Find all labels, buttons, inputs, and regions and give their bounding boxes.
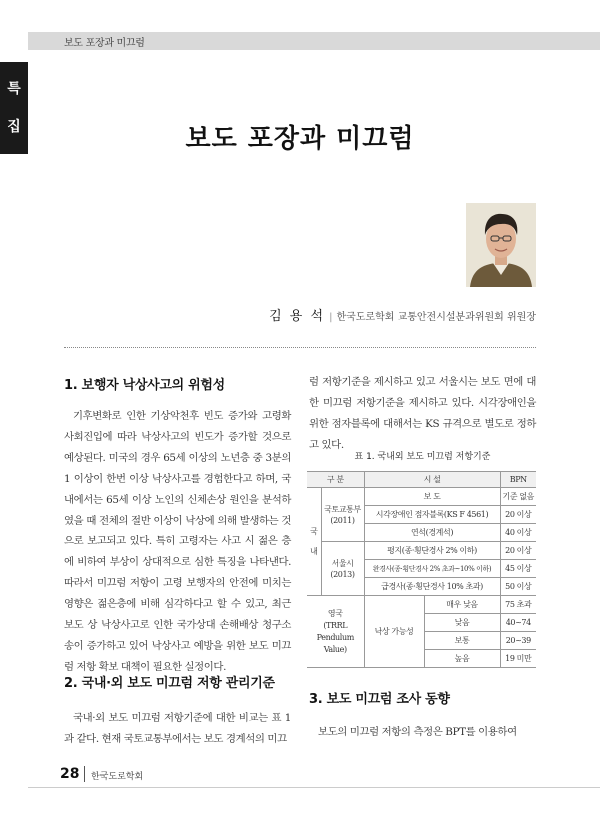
table-cell-facility: 완경사(종·횡단경사 2% 초과~10% 이하) xyxy=(364,560,500,578)
section-3-paragraph: 보도의 미끄럼 저항의 측정은 BPT를 이용하여 xyxy=(318,726,517,738)
footer-rule xyxy=(28,787,600,788)
side-tab-char-1: 특 xyxy=(7,81,21,97)
side-tab-char-2: 집 xyxy=(7,119,21,135)
table-header-row xyxy=(307,472,536,488)
table-caption: 표 1. 국내외 보도 미끄럼 저항기준 xyxy=(354,452,491,462)
table-cell-bpn: 45 이상 xyxy=(500,560,536,578)
author-photo xyxy=(466,203,536,287)
table-cell-facility: 보통 xyxy=(424,632,500,650)
table-cell-bpn: 20 이상 xyxy=(500,506,536,524)
section-2-heading: 2. 국내·외 보도 미끄럼 저항 관리기준 xyxy=(64,676,275,691)
section-2-paragraph: 국내·외 보도 미끄럼 저항기준에 대한 비교는 표 1과 같다. 현재 국토교통부에서는 보도 경계석의 미끄 xyxy=(64,712,291,745)
table-cell-bpn: 19 미만 xyxy=(500,650,536,668)
running-header-title: 보도 포장과 미끄럼 xyxy=(64,38,145,49)
table-cell-bpn: 75 초과 xyxy=(500,596,536,614)
footer-organization: 한국도로학회 xyxy=(91,772,144,782)
byline-separator: | xyxy=(329,312,333,323)
table-cell-bpn: 50 이상 xyxy=(500,578,536,596)
dotted-divider xyxy=(64,347,536,348)
table-cell-bpn: 40 이상 xyxy=(500,524,536,542)
table-row xyxy=(307,488,536,506)
table-header-category: 구 분 xyxy=(307,472,364,488)
section-2-paragraph-continued: 럼 저항기준을 제시하고 있고 서울시는 보도 면에 대한 미끄럼 저항기준을 제시하고 있다. 시각장애인을 위한 점자블록에 대해서는 KS 규격으로 별도로 정하고 있다. xyxy=(309,376,536,451)
table-seoul-label: 서울시 (2013) xyxy=(321,542,364,596)
page-number: 28 xyxy=(60,766,80,782)
table-cell-facility: 시각장애인 점자블록(KS F 4561) xyxy=(364,506,500,524)
table-cell-facility: 급경사(종·횡단경사 10% 초과) xyxy=(364,578,500,596)
table-cell-facility: 평지(종·횡단경사 2% 이하) xyxy=(364,542,500,560)
section-1-heading: 1. 보행자 낙상사고의 위험성 xyxy=(64,378,225,393)
table-row xyxy=(307,596,536,614)
table-cell-facility: 보 도 xyxy=(364,488,500,506)
author-byline xyxy=(269,305,536,324)
footer-separator xyxy=(84,766,85,782)
article-title: 보도 포장과 미끄럼 xyxy=(185,124,415,154)
table-cell-facility: 연석(경계석) xyxy=(364,524,500,542)
running-header-bar xyxy=(28,32,600,50)
author-affiliation: 한국도로학회 교통안전시설분과위원회 위원장 xyxy=(336,312,536,323)
table-cell-facility: 낮음 xyxy=(424,614,500,632)
table-uk-label: 영국 (TRRL Pendulum Value) xyxy=(307,596,364,668)
table-cell-bpn: 20~39 xyxy=(500,632,536,650)
section-3-heading: 3. 보도 미끄럼 조사 동향 xyxy=(309,692,450,707)
section-1-paragraph: 기후변화로 인한 기상악천후 빈도 증가와 고령화 사회진입에 따라 낙상사고의 빈도가 증가할 것으로 예상된다. 미국의 경우 65세 이상의 노년층 중 3분의 1 이상이 한번 이상 낙상사고를 경험한다고 하며, 국내에서는 65세 이상 노인의 신체손상 원인을 분석하였을 때 전체의 절반 이상이 낙상에 의해 발생하는 것으로 보고되고 있다. 특히 고령자는 사고 시 젊은 층에 비하여 부상이 상대적으로 심한 특징을 나타낸다. 따라서 미끄럼 저항이 고령 보행자의 안전에 미치는 영향은 젊은층에 비해 심각하다고 할 수 있고, 최근 보도 상 낙상사고로 인한 국가상대 손해배상 청구소송이 증가하고 있어 낙상사고 예방을 위한 보도 미끄럼 저항 확보 대책이 필요한 실정이다. xyxy=(64,410,291,673)
slip-resistance-table xyxy=(307,471,536,668)
table-fall-label: 낙상 가능성 xyxy=(364,596,424,668)
table-header-facility: 시 설 xyxy=(364,472,500,488)
table-molit-label: 국토교통부 (2011) xyxy=(321,488,364,542)
table-cell-bpn: 40~74 xyxy=(500,614,536,632)
table-row xyxy=(307,542,536,560)
table-cell-facility: 매우 낮음 xyxy=(424,596,500,614)
author-name: 김 용 석 xyxy=(269,309,326,324)
table-header-bpn: BPN xyxy=(500,472,536,488)
table-cell-bpn: 20 이상 xyxy=(500,542,536,560)
table-cell-bpn: 기준 없음 xyxy=(500,488,536,506)
table-domestic-label: 국 내 xyxy=(307,488,321,596)
table-cell-facility: 높음 xyxy=(424,650,500,668)
